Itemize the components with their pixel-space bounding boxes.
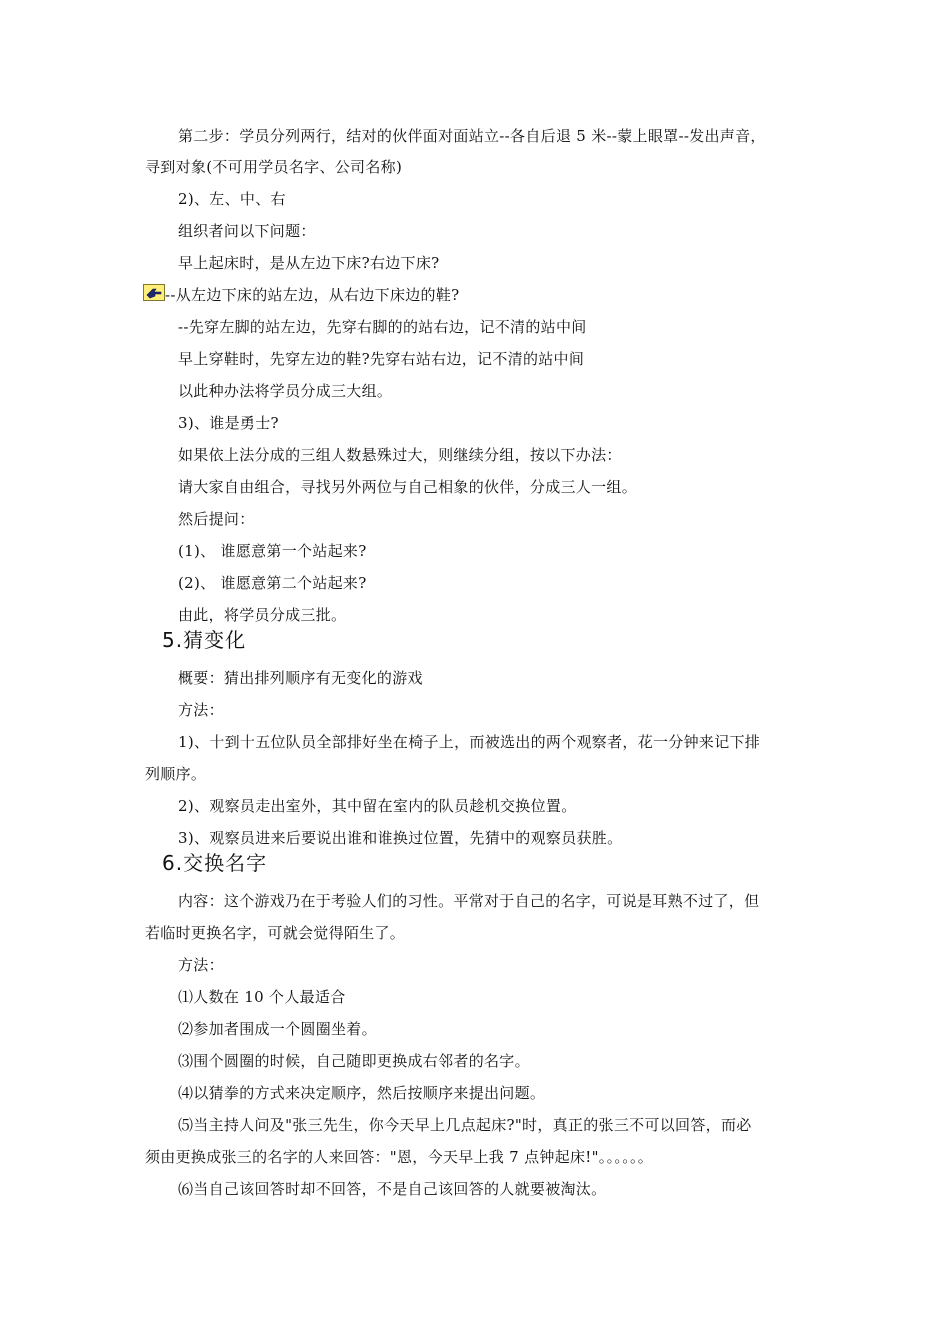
paragraph-if-uneven: 如果依上法分成的三组人数悬殊过大，则继续分组，按以下办法： bbox=[178, 446, 622, 464]
item-rule-4: ⑷以猜拳的方式来决定顺序，然后按顺序来提出问题。 bbox=[178, 1084, 546, 1102]
item-step-2: 2)、观察员走出室外，其中留在室内的队员趁机交换位置。 bbox=[178, 797, 577, 815]
item-rule-5-cont: 须由更换成张三的名字的人来回答："恩，今天早上我 7 点钟起床!"。。。。。。 bbox=[145, 1148, 654, 1166]
item-step-1: 1)、十到十五位队员全部排好坐在椅子上，而被选出的两个观察者，花一分钟来记下排 bbox=[178, 733, 761, 751]
paragraph-left-bed: --从左边下床的站左边，从右边下床边的鞋? bbox=[165, 286, 460, 304]
pointing-hand-icon bbox=[143, 284, 165, 301]
paragraph-three-groups: 以此种办法将学员分成三大组。 bbox=[178, 382, 393, 400]
paragraph-content-cont: 若临时更换名字，可就会觉得陌生了。 bbox=[145, 924, 406, 942]
paragraph-free-grouping: 请大家自由组合，寻找另外两位与自己相象的伙伴，分成三人一组。 bbox=[178, 478, 638, 496]
paragraph-three-batches: 由此，将学员分成三批。 bbox=[178, 606, 347, 624]
item-second-stand: (2)、 谁愿意第二个站起来? bbox=[178, 574, 367, 592]
paragraph-summary: 概要：猜出排列顺序有无变化的游戏 bbox=[178, 669, 423, 687]
paragraph-shoe-foot: --先穿左脚的站左边，先穿右脚的的站右边，记不清的站中间 bbox=[178, 318, 587, 336]
item-step-1-cont: 列顺序。 bbox=[145, 765, 207, 783]
item-rule-6: ⑹当自己该回答时却不回答，不是自己该回答的人就要被淘汰。 bbox=[178, 1180, 607, 1198]
item-rule-1: ⑴人数在 10 个人最适合 bbox=[178, 988, 346, 1006]
paragraph-content: 内容：这个游戏乃在于考验人们的习性。平常对于自己的名字，可说是耳熟不过了，但 bbox=[178, 892, 760, 910]
paragraph-question-bed: 早上起床时，是从左边下床?右边下床? bbox=[178, 254, 440, 272]
item-left-middle-right: 2)、左、中、右 bbox=[178, 190, 286, 208]
item-who-is-brave: 3)、谁是勇士? bbox=[178, 414, 279, 432]
paragraph-method-label: 方法： bbox=[178, 701, 224, 719]
section-heading-guess-change: 5.猜变化 bbox=[162, 628, 247, 652]
item-first-stand: (1)、 谁愿意第一个站起来? bbox=[178, 542, 367, 560]
paragraph-questions-intro: 组织者问以下问题： bbox=[178, 222, 316, 240]
paragraph-step-two-cont: 寻到对象(不可用学员名字、公司名称) bbox=[145, 158, 403, 176]
section-heading-swap-names: 6.交换名字 bbox=[162, 851, 268, 875]
paragraph-step-two: 第二步：学员分列两行，结对的伙伴面对面站立--各自后退 5 米--蒙上眼罩--发出声音， bbox=[178, 127, 766, 145]
paragraph-shoe-morning: 早上穿鞋时，先穿左边的鞋?先穿右站右边，记不清的站中间 bbox=[178, 350, 585, 368]
item-rule-3: ⑶围个圆圈的时候，自己随即更换成右邻者的名字。 bbox=[178, 1052, 530, 1070]
item-rule-2: ⑵参加者围成一个圆圈坐着。 bbox=[178, 1020, 377, 1038]
paragraph-then-ask: 然后提问： bbox=[178, 510, 255, 528]
item-step-3: 3)、观察员进来后要说出谁和谁换过位置，先猜中的观察员获胜。 bbox=[178, 829, 623, 847]
item-rule-5: ⑸当主持人问及"张三先生，你今天早上几点起床?"时，真正的张三不可以回答，而必 bbox=[178, 1116, 752, 1134]
paragraph-method-label-2: 方法： bbox=[178, 956, 224, 974]
